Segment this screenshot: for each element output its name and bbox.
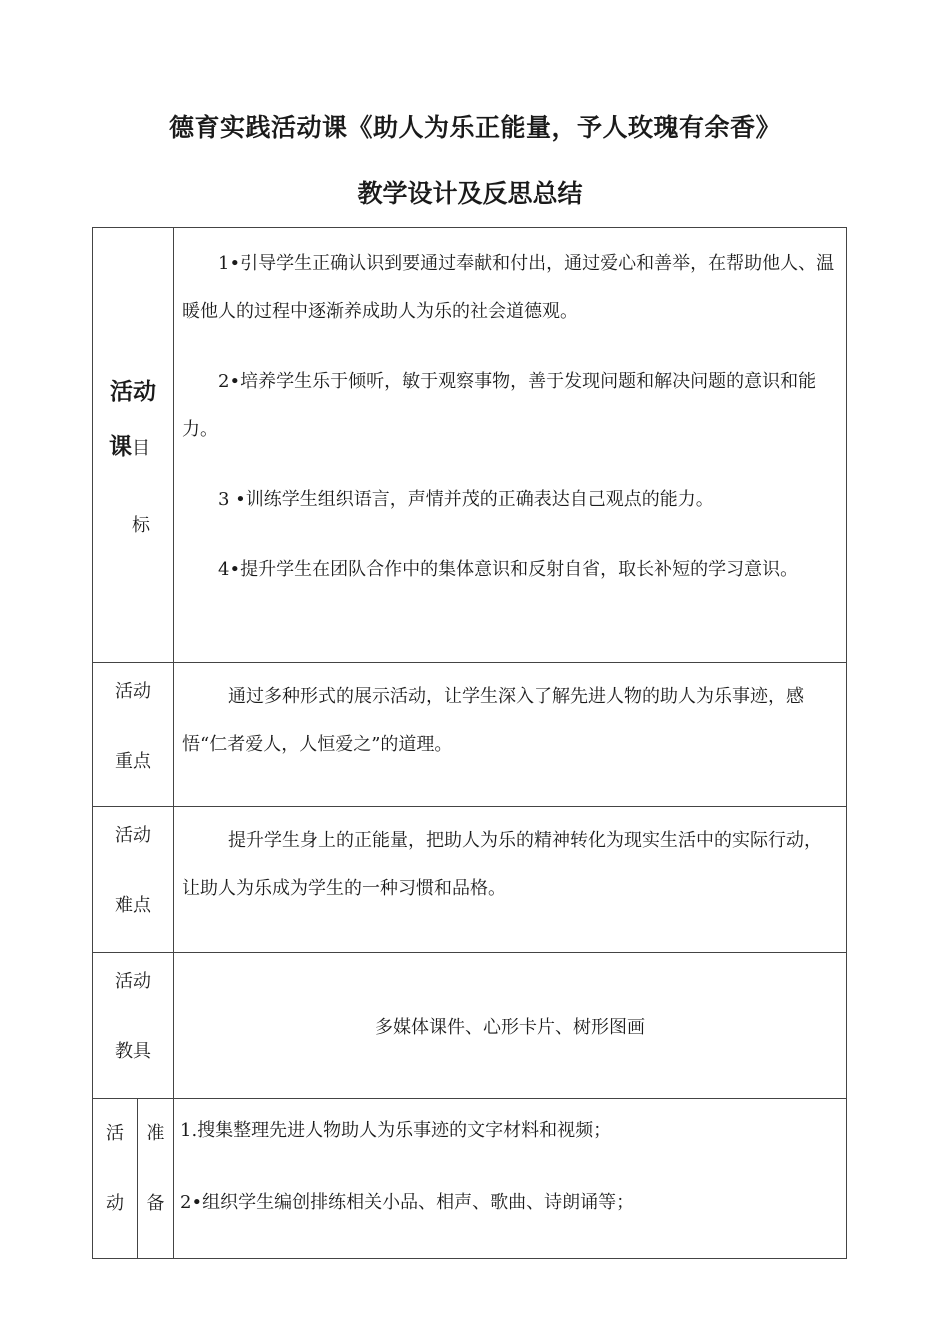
prep-label-cell-b [138,1099,174,1259]
goal-item-4: 4•提升学生在团队合作中的集体意识和反射自省，取长补短的学习意识。 [218,559,799,580]
prep-content-cell [174,1099,847,1259]
document-title: 德育实践活动课《助人为乐正能量，予人玫瑰有余香》 [168,113,781,142]
difficulty-label-cell [93,807,174,953]
goal-item-1: 1•引导学生正确认识到要通过奉献和付出，通过爱心和善举，在帮助他人、温暖他人的过程中逐渐养成助人为乐的社会道德观。 [182,253,835,322]
focus-content-cell [174,663,847,807]
goals-content-cell [174,228,847,663]
tools-label-line1: 活动 [115,971,151,992]
difficulty-row [93,807,847,953]
focus-text: 通过多种形式的展示活动，让学生深入了解先进人物的助人为乐事迹，感悟“仁者爱人，人恒爱之”的道理。 [182,686,804,755]
prep-label-a1: 活 [106,1123,124,1144]
focus-label-line1: 活动 [115,681,151,702]
goals-label-cell [93,228,174,663]
difficulty-text: 提升学生身上的正能量，把助人为乐的精神转化为现实生活中的实际行动，让助人为乐成为学生的一种习惯和品格。 [182,830,822,899]
focus-row [93,663,847,807]
prep-row [93,1099,847,1259]
prep-label-b1: 准 [146,1123,165,1144]
focus-label-cell [93,663,174,807]
focus-label-line2: 重点 [115,751,151,772]
document-subtitle: 教学设计及反思总结 [357,179,583,208]
goals-label-line3: 标 [132,515,150,536]
prep-item-2: 2•组织学生编创排练相关小品、相声、歌曲、诗朗诵等； [180,1192,635,1213]
goals-label-line2: 课目 [109,434,150,460]
difficulty-label-line2: 难点 [115,895,151,916]
prep-label-cell-a [93,1099,138,1259]
prep-label-b2: 备 [146,1193,165,1214]
goals-row [93,228,847,663]
prep-item-1: 1.搜集整理先进人物助人为乐事迹的文字材料和视频； [180,1120,612,1141]
tools-text: 多媒体课件、心形卡片、树形图画 [375,1016,645,1038]
tools-row [93,953,847,1099]
tools-content-cell [174,953,847,1099]
prep-label-a2: 动 [106,1193,124,1214]
difficulty-label-line1: 活动 [115,825,151,846]
goals-label-line1: 活动 [110,379,156,405]
tools-label-cell [93,953,174,1099]
difficulty-content-cell [174,807,847,953]
lesson-plan-table [92,227,847,1259]
tools-label-line2: 教具 [115,1041,151,1062]
goal-item-2: 2•培养学生乐于倾听，敏于观察事物，善于发现问题和解决问题的意识和能力。 [182,371,817,440]
goal-item-3: 3 •训练学生组织语言，声情并茂的正确表达自己观点的能力。 [218,489,714,510]
